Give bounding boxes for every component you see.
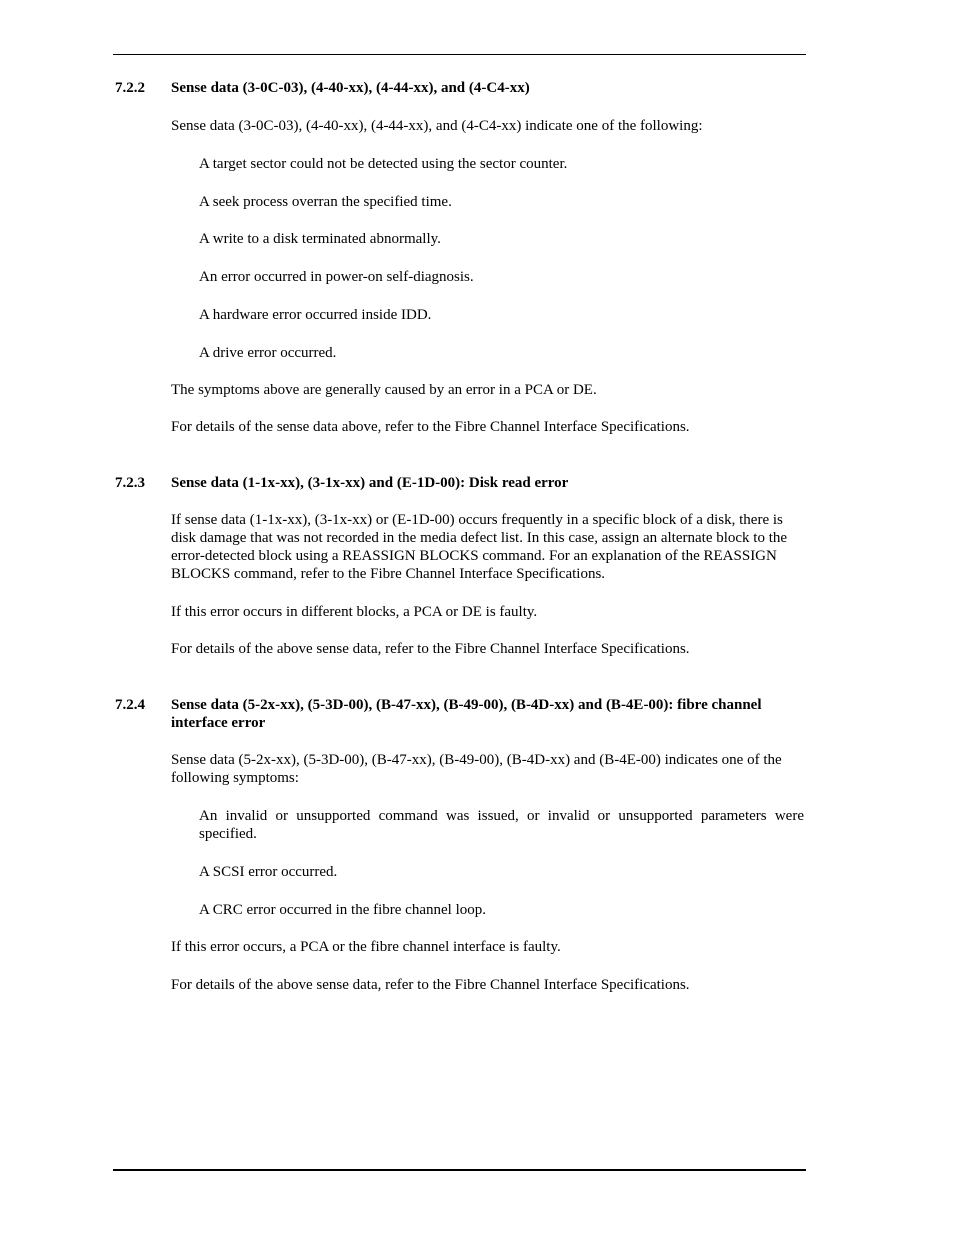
header-rule (113, 54, 806, 55)
section-number: 7.2.2 (115, 80, 145, 96)
section-intro: Sense data (5-2x-xx), (5-3D-00), (B-47-xx), (B-49-00), (B-4D-xx) and (B-4E-00) indicates one of the following symptoms: (171, 752, 782, 786)
body-paragraph: If this error occurs, a PCA or the fibre channel interface is faulty. (171, 939, 561, 955)
body-paragraph: If sense data (1-1x-xx), (3-1x-xx) or (E-1D-00) occurs frequently in a specific block of a disk, there is disk damage that was not recorded in the media defect list. In this case, assign an alternate block to the error-detected block using a REASSIGN BLOCKS command. For an explanation of the REASSIGN BLOCKS command, refer to the Fibre Channel Interface Specifications. (171, 512, 788, 582)
section-intro: Sense data (3-0C-03), (4-40-xx), (4-44-xx), and (4-C4-xx) indicate one of the following: (171, 118, 703, 134)
section-heading: Sense data (5-2x-xx), (5-3D-00), (B-47-xx), (B-49-00), (B-4D-xx) and (B-4E-00): fibre channel interface error (171, 697, 762, 731)
footer-rule (113, 1169, 806, 1171)
list-item: A write to a disk terminated abnormally. (199, 231, 441, 247)
body-paragraph: For details of the above sense data, refer to the Fibre Channel Interface Specifications. (171, 641, 690, 657)
section-heading: Sense data (3-0C-03), (4-40-xx), (4-44-xx), and (4-C4-xx) (171, 80, 530, 96)
body-paragraph: If this error occurs in different blocks, a PCA or DE is faulty. (171, 604, 538, 620)
list-item: A SCSI error occurred. (199, 864, 338, 880)
body-paragraph: The symptoms above are generally caused by an error in a PCA or DE. (171, 382, 597, 398)
list-item: An invalid or unsupported command was issued, or invalid or unsupported parameters were specified. (199, 808, 804, 842)
list-item: A target sector could not be detected using the sector counter. (199, 156, 568, 172)
list-item: A CRC error occurred in the fibre channel loop. (199, 902, 486, 918)
list-item: A drive error occurred. (199, 345, 337, 361)
list-item: An error occurred in power-on self-diagnosis. (199, 269, 474, 285)
section-number: 7.2.4 (115, 697, 145, 713)
section-heading: Sense data (1-1x-xx), (3-1x-xx) and (E-1D-00): Disk read error (171, 475, 569, 491)
body-paragraph: For details of the above sense data, refer to the Fibre Channel Interface Specifications. (171, 977, 690, 993)
body-paragraph: For details of the sense data above, refer to the Fibre Channel Interface Specifications. (171, 419, 690, 435)
list-item: A hardware error occurred inside IDD. (199, 307, 432, 323)
list-item: A seek process overran the specified time. (199, 194, 452, 210)
section-number: 7.2.3 (115, 475, 145, 491)
